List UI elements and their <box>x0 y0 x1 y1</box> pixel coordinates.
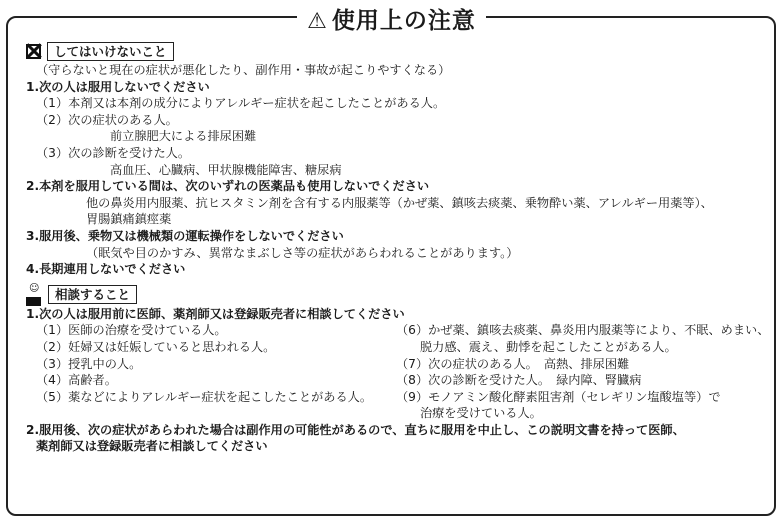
consult-right-column <box>396 322 770 422</box>
title-text: 使用上の注意 <box>331 8 476 34</box>
consult-left-line: （3）授乳中の人。 <box>36 356 142 371</box>
dont-label: してはいけないこと <box>47 42 174 61</box>
dont-item2-line: 他の鼻炎用内服薬、抗ヒスタミン剤を含有する内服薬等（かぜ薬、鎮咳去痰薬、乗物酔い薬、アレルギー用薬等）、 <box>86 195 713 210</box>
dont-item1-line: 前立腺肥大による排尿困難 <box>110 129 257 144</box>
consult-label: 相談すること <box>48 285 137 304</box>
dont-item3-head: 3.服用後、乗物又は機械類の運転操作をしないでください <box>26 228 344 243</box>
consult-right-line: 治療を受けている人。 <box>420 406 542 421</box>
consult-right-line: （6）かぜ薬、鎮咳去痰薬、鼻炎用内服薬等により、不眠、めまい、 <box>396 323 770 338</box>
dont-item4: 4.長期連用しないでください <box>26 262 186 277</box>
consult-item1-head: 1.次の人は服用前に医師、薬剤師又は登録販売者に相談してください <box>26 306 405 321</box>
consult-right-line: （8）次の診断を受けた人。 緑内障、腎臓病 <box>396 373 642 388</box>
dont-section-header <box>26 40 756 62</box>
consult-item2-line2: 薬剤師又は登録販売者に相談してください <box>36 439 268 454</box>
consult-section-header <box>26 284 756 306</box>
consult-left-line: （5）薬などによりアレルギー症状を起こしたことがある人。 <box>36 389 373 404</box>
dont-item3-line: （眠気や目のかすみ、異常なまぶしさ等の症状があらわれることがあります。） <box>86 245 519 260</box>
notice-content <box>26 40 770 455</box>
title-bar <box>0 2 783 35</box>
consult-left-line: （1）医師の治療を受けている人。 <box>36 323 227 338</box>
dont-item1-line: （3）次の診断を受けた人。 <box>36 145 191 160</box>
consult-right-line: 脱力感、震え、動悸を起こしたことがある人。 <box>420 339 677 354</box>
dont-note: （守らないと現在の症状が悪化したり、副作用・事故が起こりやすくなる） <box>36 63 451 77</box>
consult-item1-columns <box>26 322 770 422</box>
consult-person-icon: ☺ <box>26 284 42 306</box>
consult-item2-line1: 2.服用後、次の症状があらわれた場合は副作用の可能性があるので、直ちに服用を中止し、この説明文書を持って医師、 <box>26 422 685 437</box>
consult-right-line: （7）次の症状のある人。 高熱、排尿困難 <box>396 356 630 371</box>
consult-left-line: （4）高齢者。 <box>36 373 117 388</box>
dont-item1-line: 高血圧、心臓病、甲状腺機能障害、糖尿病 <box>110 162 342 177</box>
consult-left-line: （2）妊婦又は妊娠していると思われる人。 <box>36 339 276 354</box>
consult-left-column <box>26 322 396 422</box>
dont-item1-line: （2）次の症状のある人。 <box>36 112 178 127</box>
dont-item2-head: 2.本剤を服用している間は、次のいずれの医薬品も使用しないでください <box>26 179 430 194</box>
dont-item1-head: 1.次の人は服用しないでください <box>26 79 210 94</box>
dont-item1-line: （1）本剤又は本剤の成分によりアレルギー症状を起こしたことがある人。 <box>36 96 446 111</box>
prohibited-x-icon <box>26 44 41 59</box>
warning-triangle-icon: ⚠ <box>307 9 328 34</box>
dont-item2-line: 胃腸鎮痛鎮痙薬 <box>86 212 172 227</box>
page-title <box>297 2 486 35</box>
consult-right-line: （9）モノアミン酸化酵素阻害剤（セレギリン塩酸塩等）で <box>396 389 721 404</box>
